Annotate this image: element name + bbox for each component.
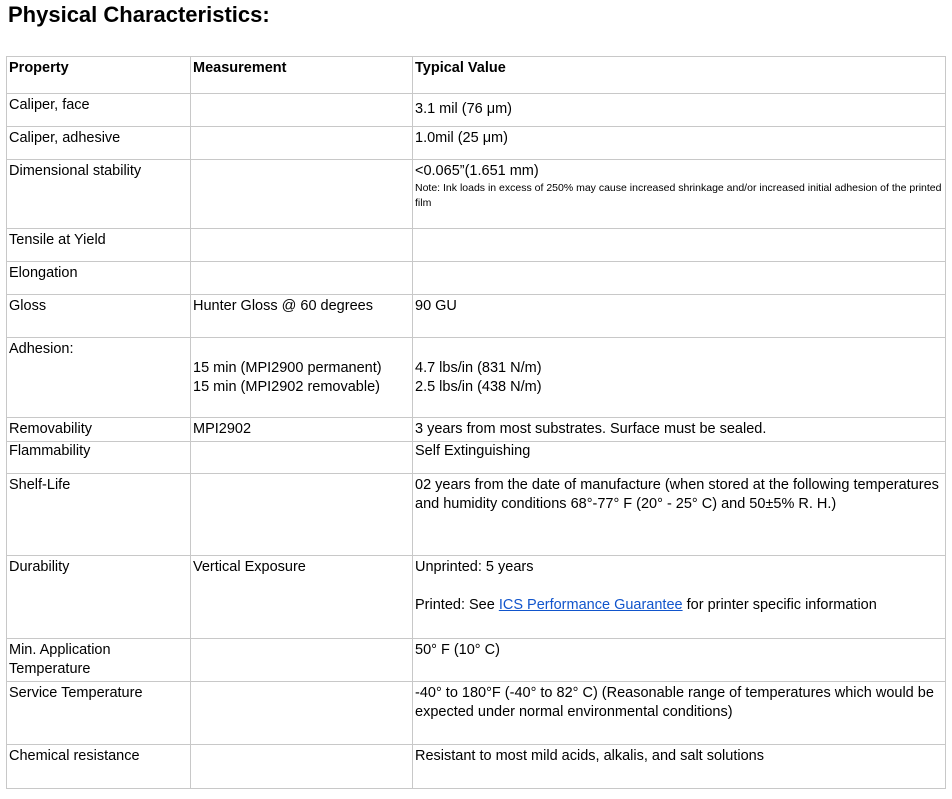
physical-characteristics-table — [6, 56, 946, 789]
value-cell — [413, 262, 946, 295]
property-cell: Removability — [7, 418, 191, 442]
property-cell: Caliper, adhesive — [7, 127, 191, 160]
table-row — [7, 474, 946, 556]
header-property: Property — [7, 57, 191, 94]
property-cell: Durability — [7, 556, 191, 639]
measurement-cell — [191, 160, 413, 229]
value-text: 3.1 mil (76 μm) — [415, 101, 512, 117]
measurement-cell — [191, 474, 413, 556]
table-row — [7, 745, 946, 789]
value-cell: 50° F (10° C) — [413, 639, 946, 682]
value-cell: -40° to 180°F (-40° to 82° C) (Reasonable range of temperatures which would be expected under normal environmental conditions) — [413, 682, 946, 745]
header-typical-value: Typical Value — [413, 57, 946, 94]
table-row — [7, 682, 946, 745]
table-row — [7, 639, 946, 682]
value-cell — [413, 94, 946, 127]
table-row — [7, 338, 946, 418]
property-cell: Gloss — [7, 295, 191, 338]
value-cell: 3 years from most substrates. Surface must be sealed. — [413, 418, 946, 442]
value-line — [415, 596, 945, 615]
measurement-cell — [191, 338, 413, 418]
table-row — [7, 127, 946, 160]
measurement-cell — [191, 94, 413, 127]
property-cell: Caliper, face — [7, 94, 191, 127]
measurement-cell — [191, 682, 413, 745]
property-cell: Adhesion: — [7, 338, 191, 418]
measurement-cell — [191, 262, 413, 295]
value-cell — [413, 160, 946, 229]
table-row — [7, 262, 946, 295]
value-prefix: Printed: See — [415, 597, 499, 613]
table-row — [7, 295, 946, 338]
value-line: Unprinted: 5 years — [415, 559, 534, 575]
table-row — [7, 418, 946, 442]
property-cell: Dimensional stability — [7, 160, 191, 229]
property-cell: Min. Application Temperature — [7, 639, 191, 682]
value-cell: 90 GU — [413, 295, 946, 338]
value-text: <0.065”(1.651 mm) — [415, 163, 539, 179]
value-cell: Resistant to most mild acids, alkalis, and salt solutions — [413, 745, 946, 789]
table-row — [7, 556, 946, 639]
table-row — [7, 160, 946, 229]
page-title: Physical Characteristics: — [8, 2, 270, 27]
property-cell: Chemical resistance — [7, 745, 191, 789]
measurement-cell: Vertical Exposure — [191, 556, 413, 639]
value-suffix: for printer specific information — [682, 597, 877, 613]
property-cell: Tensile at Yield — [7, 229, 191, 262]
measurement-cell — [191, 229, 413, 262]
value-cell — [413, 556, 946, 639]
property-cell: Shelf-Life — [7, 474, 191, 556]
table-row — [7, 442, 946, 474]
value-cell: 1.0mil (25 μm) — [413, 127, 946, 160]
value-cell: Self Extinguishing — [413, 442, 946, 474]
value-cell: 02 years from the date of manufacture (when stored at the following temperatures and humidity conditions 68°-77° F (20° - 25° C) and 50±5% R. H.) — [413, 474, 946, 556]
measurement-cell: Hunter Gloss @ 60 degrees — [191, 295, 413, 338]
header-measurement: Measurement — [191, 57, 413, 94]
value-line: 2.5 lbs/in (438 N/m) — [415, 379, 542, 395]
measurement-line: 15 min (MPI2900 permanent) — [193, 360, 382, 376]
measurement-cell — [191, 442, 413, 474]
table-row — [7, 229, 946, 262]
value-cell — [413, 229, 946, 262]
measurement-cell: MPI2902 — [191, 418, 413, 442]
property-cell: Flammability — [7, 442, 191, 474]
value-line: 4.7 lbs/in (831 N/m) — [415, 360, 542, 376]
property-cell: Elongation — [7, 262, 191, 295]
measurement-line: 15 min (MPI2902 removable) — [193, 379, 380, 395]
ics-performance-guarantee-link[interactable]: ICS Performance Guarantee — [498, 597, 683, 613]
value-note: Note: Ink loads in excess of 250% may cause increased shrinkage and/or increased initial adhesion of the printed film — [415, 182, 942, 209]
measurement-cell — [191, 639, 413, 682]
table-row — [7, 94, 946, 127]
property-cell: Service Temperature — [7, 682, 191, 745]
measurement-cell — [191, 127, 413, 160]
measurement-cell — [191, 745, 413, 789]
value-cell — [413, 338, 946, 418]
table-header-row — [7, 57, 946, 94]
